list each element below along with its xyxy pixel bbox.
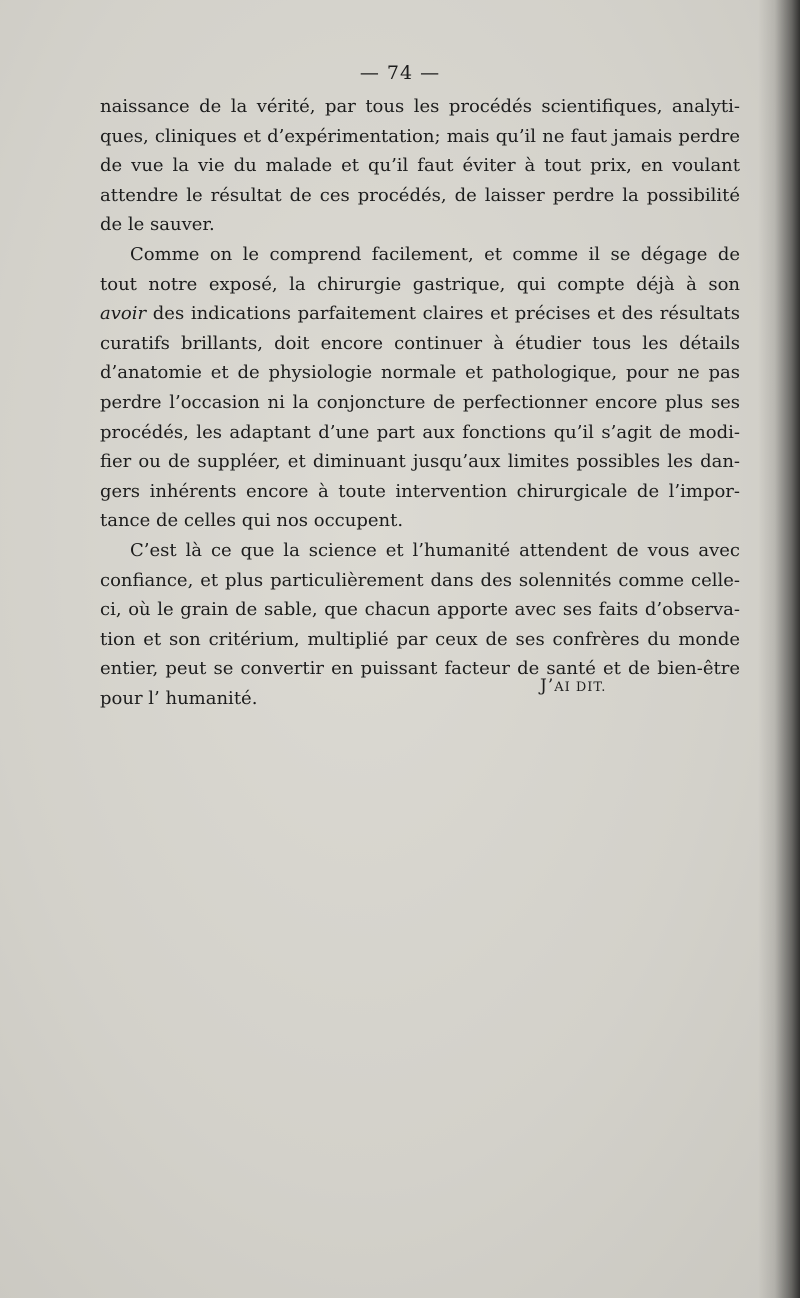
page-number: — 74 —	[359, 62, 441, 84]
text-line: tout notre exposé, la chirurgie gastrique, qui compte déjà à son	[100, 273, 740, 295]
signature-initial: J’	[540, 676, 555, 696]
text-line: attendre le résultat de ces procédés, de laisser perdre la possibilité	[100, 184, 740, 206]
text-line: entier, peut se convertir en puissant facteur de santé et de bien-être	[100, 658, 740, 680]
text-line: confiance, et plus particulièrement dans des solennités comme celle-	[100, 569, 740, 591]
italic-word: avoir	[100, 303, 147, 325]
text-line: de le sauver.	[100, 214, 215, 236]
text-line: ci, où le grain de sable, que chacun apporte avec ses faits d’observa-	[100, 599, 740, 621]
signature-rest: AI DIT.	[554, 680, 607, 695]
text-line: perdre l’occasion ni la conjoncture de perfectionner encore plus ses	[100, 391, 740, 413]
paragraph-2	[100, 240, 740, 536]
text-line: curatifs brillants, doit encore continuer à étudier tous les détails	[100, 332, 740, 354]
body-text	[100, 92, 740, 713]
text-line: tance de celles qui nos occupent.	[100, 510, 404, 532]
text-line	[100, 299, 740, 329]
text-line: pour l’ humanité.	[100, 687, 258, 709]
text-line: C’est là ce que la science et l’humanité attendent de vous avec	[130, 539, 740, 561]
text-fragment: des indications parfaitement claires et précises et des résultats	[146, 303, 740, 325]
text-line: naissance de la vérité, par tous les procédés scientifiques, analyti-	[100, 96, 740, 117]
page-binding-shadow	[758, 0, 800, 1298]
paragraph-3	[100, 536, 740, 714]
text-line: gers inhérents encore à toute intervention chirurgicale de l’impor-	[100, 480, 740, 502]
text-line: Comme on le comprend facilement, et comme il se dégage de	[130, 243, 740, 265]
text-line: tion et son critérium, multiplié par ceux de ses confrères du monde	[100, 628, 740, 650]
signature	[540, 676, 606, 696]
text-line: ques, cliniques et d’expérimentation; mais qu’il ne faut jamais perdre	[100, 125, 740, 147]
text-line: procédés, les adaptant d’une part aux fonctions qu’il s’agit de modi-	[100, 421, 740, 443]
paragraph-1	[100, 92, 740, 240]
text-line: de vue la vie du malade et qu’il faut éviter à tout prix, en voulant	[100, 155, 740, 177]
text-line: d’anatomie et de physiologie normale et pathologique, pour ne pas	[100, 362, 740, 384]
text-line: fier ou de suppléer, et diminuant jusqu’aux limites possibles les dan-	[100, 451, 740, 473]
